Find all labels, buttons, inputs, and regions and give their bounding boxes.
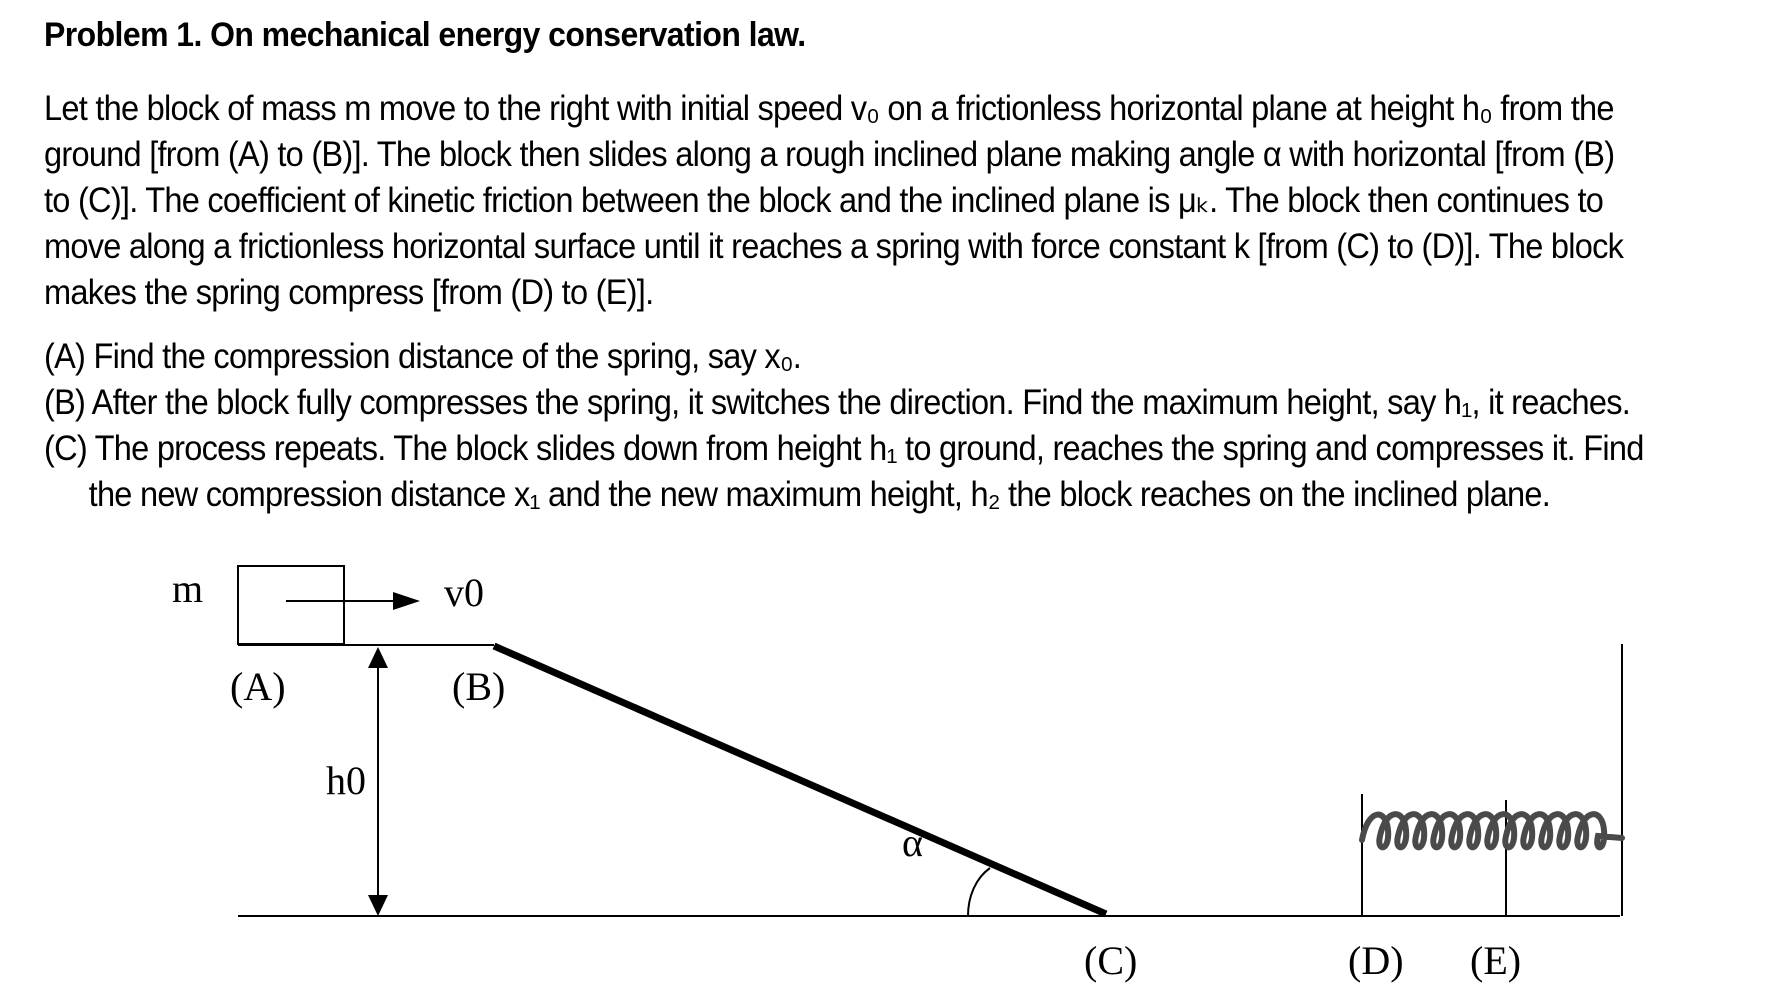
angle-arc xyxy=(968,868,990,916)
point-a-label: (A) xyxy=(230,664,286,709)
block xyxy=(238,566,344,644)
incline xyxy=(494,646,1106,914)
question-b: (B) After the block fully compresses the spring, it switches the direction. Find the maximum height, say h₁, it reaches. xyxy=(44,383,1631,422)
intro-line-3: to (C)]. The coefficient of kinetic friction between the block and the inclined plane is μₖ. The block then continues to xyxy=(44,181,1604,220)
point-b-label: (B) xyxy=(452,664,506,709)
intro-line-4: move along a frictionless horizontal surface until it reaches a spring with force constant k [from (C) to (D)]. The block xyxy=(44,227,1624,266)
spring-coil xyxy=(1362,814,1622,847)
angle-label: α xyxy=(902,820,923,865)
height-label: h0 xyxy=(326,758,366,803)
problem-intro xyxy=(44,86,1624,316)
height-arrow-top xyxy=(368,647,388,668)
physics-diagram xyxy=(0,540,1792,988)
point-e-label: (E) xyxy=(1470,938,1522,983)
mass-label: m xyxy=(172,566,204,611)
question-a: (A) Find the compression distance of the spring, say x₀. xyxy=(44,337,802,376)
intro-line-2: ground [from (A) to (B)]. The block then slides along a rough inclined plane making angle α with horizontal [from (B) xyxy=(44,135,1615,174)
question-c-continued: the new compression distance x₁ and the new maximum height, h₂ the block reaches on the inclined plane. xyxy=(88,475,1551,514)
problem-questions xyxy=(44,334,1644,518)
velocity-arrowhead xyxy=(393,592,420,610)
point-c-label: (C) xyxy=(1084,938,1138,983)
question-c: (C) The process repeats. The block slides down from height h₁ to ground, reaches the spring and compresses it. Find xyxy=(44,429,1644,468)
intro-line-1: Let the block of mass m move to the right with initial speed v₀ on a frictionless horizontal plane at height h₀ from the xyxy=(44,89,1614,128)
intro-line-5: makes the spring compress [from (D) to (E)]. xyxy=(44,273,654,312)
height-arrow-bottom xyxy=(368,895,388,916)
point-d-label: (D) xyxy=(1348,938,1404,983)
problem-title: Problem 1. On mechanical energy conservation law. xyxy=(44,16,806,54)
velocity-label: v0 xyxy=(444,570,484,615)
